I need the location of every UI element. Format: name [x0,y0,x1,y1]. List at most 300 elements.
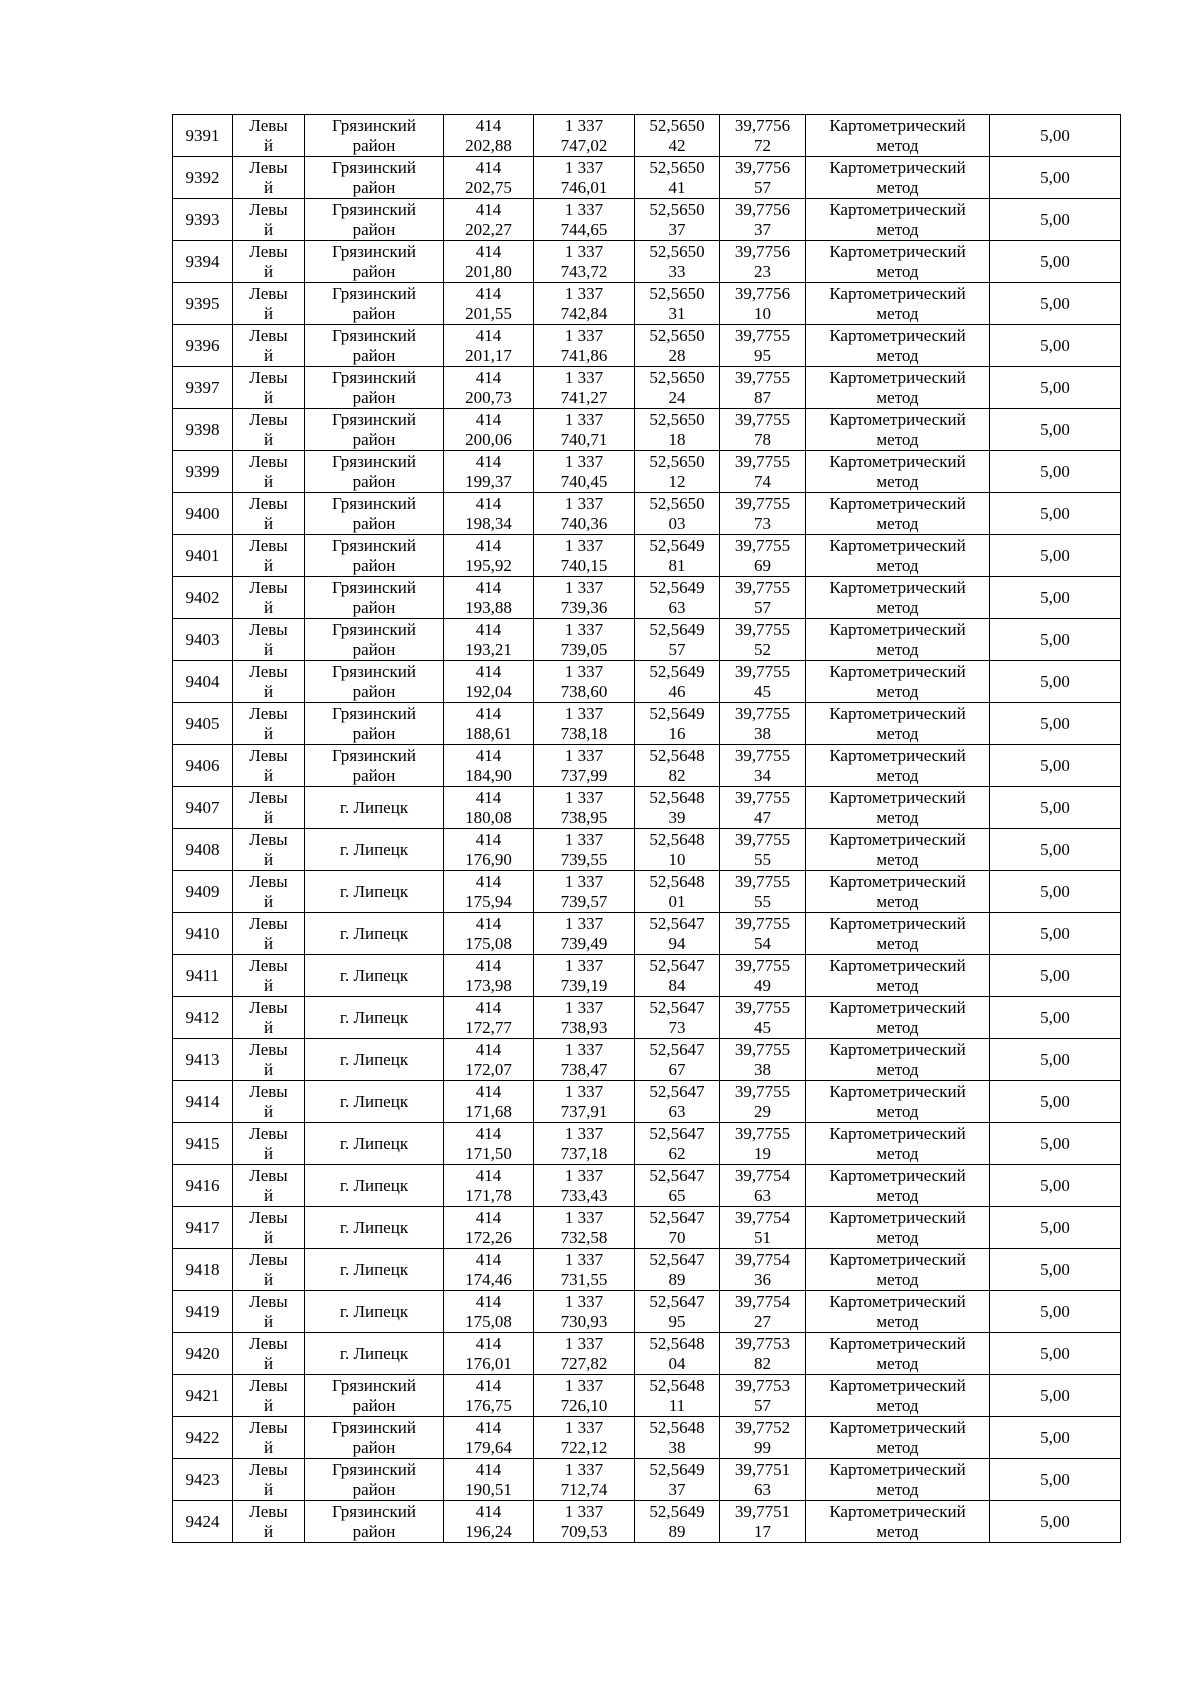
point-number-cell-text: 9400 [185,503,220,523]
table-row [173,157,1121,199]
bank-side-cell-text: Левы й [249,199,288,239]
bank-side-cell [233,1207,305,1249]
y-coordinate-cell-text: 1 337 738,93 [560,997,608,1037]
latitude-cell [635,1165,720,1207]
longitude-cell-text: 39,7754 63 [734,1165,791,1205]
longitude-cell [720,1249,806,1291]
method-cell [806,1039,990,1081]
accuracy-cell-text: 5,00 [1040,209,1070,229]
y-coordinate-cell-text: 1 337 732,58 [560,1207,608,1247]
table-row [173,241,1121,283]
municipality-cell [305,745,444,787]
municipality-cell [305,409,444,451]
accuracy-cell [990,1333,1121,1375]
bank-side-cell-text: Левы й [249,409,288,449]
latitude-cell-text: 52,5647 95 [649,1291,705,1331]
municipality-cell-text: Грязинский район [332,577,416,617]
longitude-cell-text: 39,7756 72 [734,115,791,155]
longitude-cell-text: 39,7755 49 [734,955,791,995]
x-coordinate-cell-text: 414 200,73 [465,367,512,407]
table-row [173,703,1121,745]
bank-side-cell-text: Левы й [249,325,288,365]
y-coordinate-cell [534,409,635,451]
point-number-cell [173,787,233,829]
y-coordinate-cell-text: 1 337 739,05 [560,619,608,659]
method-cell-text: Картометрический метод [829,787,966,827]
y-coordinate-cell [534,1333,635,1375]
municipality-cell-text: г. Липецк [339,881,409,901]
point-number-cell [173,1249,233,1291]
y-coordinate-cell [534,955,635,997]
municipality-cell-text: Грязинский район [332,1501,416,1541]
method-cell-text: Картометрический метод [829,1333,966,1373]
method-cell [806,1417,990,1459]
municipality-cell-text: г. Липецк [339,839,409,859]
point-number-cell [173,829,233,871]
longitude-cell-text: 39,7755 55 [734,871,791,911]
bank-side-cell-text: Левы й [249,619,288,659]
latitude-cell-text: 52,5648 10 [649,829,705,869]
municipality-cell-text: Грязинский район [332,283,416,323]
accuracy-cell [990,199,1121,241]
x-coordinate-cell [444,1249,534,1291]
bank-side-cell [233,703,305,745]
y-coordinate-cell-text: 1 337 746,01 [560,157,608,197]
accuracy-cell-text: 5,00 [1040,377,1070,397]
table-row [173,787,1121,829]
method-cell [806,241,990,283]
point-number-cell-text: 9422 [185,1427,220,1447]
latitude-cell [635,745,720,787]
longitude-cell-text: 39,7752 99 [734,1417,791,1457]
point-number-cell-text: 9416 [185,1175,220,1195]
y-coordinate-cell-text: 1 337 738,47 [560,1039,608,1079]
accuracy-cell-text: 5,00 [1040,965,1070,985]
municipality-cell-text: Грязинский район [332,745,416,785]
latitude-cell [635,535,720,577]
municipality-cell-text: г. Липецк [339,965,409,985]
accuracy-cell-text: 5,00 [1040,1427,1070,1447]
method-cell [806,409,990,451]
method-cell-text: Картометрический метод [829,241,966,281]
y-coordinate-cell-text: 1 337 742,84 [560,283,608,323]
x-coordinate-cell [444,1501,534,1543]
accuracy-cell-text: 5,00 [1040,1175,1070,1195]
y-coordinate-cell-text: 1 337 743,72 [560,241,608,281]
accuracy-cell-text: 5,00 [1040,587,1070,607]
latitude-cell [635,1501,720,1543]
accuracy-cell-text: 5,00 [1040,713,1070,733]
accuracy-cell-text: 5,00 [1040,419,1070,439]
municipality-cell [305,283,444,325]
municipality-cell-text: г. Липецк [339,1049,409,1069]
x-coordinate-cell-text: 414 175,08 [465,1291,512,1331]
method-cell [806,325,990,367]
x-coordinate-cell [444,1333,534,1375]
method-cell-text: Картометрический метод [829,1375,966,1415]
latitude-cell [635,1375,720,1417]
x-coordinate-cell-text: 414 176,90 [465,829,512,869]
longitude-cell [720,1081,806,1123]
bank-side-cell [233,661,305,703]
x-coordinate-cell [444,829,534,871]
municipality-cell-text: Грязинский район [332,451,416,491]
point-number-cell [173,577,233,619]
accuracy-cell [990,1501,1121,1543]
accuracy-cell-text: 5,00 [1040,797,1070,817]
longitude-cell [720,955,806,997]
bank-side-cell [233,1501,305,1543]
latitude-cell [635,1333,720,1375]
latitude-cell [635,493,720,535]
accuracy-cell [990,577,1121,619]
x-coordinate-cell [444,199,534,241]
latitude-cell-text: 52,5648 11 [649,1375,705,1415]
y-coordinate-cell [534,1249,635,1291]
y-coordinate-cell [534,787,635,829]
x-coordinate-cell-text: 414 171,68 [465,1081,512,1121]
y-coordinate-cell [534,1039,635,1081]
bank-side-cell-text: Левы й [249,493,288,533]
y-coordinate-cell [534,283,635,325]
bank-side-cell-text: Левы й [249,1417,288,1457]
accuracy-cell-text: 5,00 [1040,1091,1070,1111]
bank-side-cell-text: Левы й [249,1459,288,1499]
x-coordinate-cell [444,955,534,997]
x-coordinate-cell-text: 414 180,08 [465,787,512,827]
latitude-cell [635,1207,720,1249]
municipality-cell-text: Грязинский район [332,1417,416,1457]
x-coordinate-cell-text: 414 171,50 [465,1123,512,1163]
y-coordinate-cell [534,367,635,409]
y-coordinate-cell [534,241,635,283]
bank-side-cell [233,409,305,451]
accuracy-cell-text: 5,00 [1040,839,1070,859]
municipality-cell-text: Грязинский район [332,493,416,533]
point-number-cell [173,1375,233,1417]
method-cell [806,535,990,577]
y-coordinate-cell [534,1123,635,1165]
method-cell [806,1081,990,1123]
y-coordinate-cell-text: 1 337 739,55 [560,829,608,869]
x-coordinate-cell [444,1459,534,1501]
latitude-cell-text: 52,5650 33 [649,241,705,281]
municipality-cell-text: Грязинский район [332,409,416,449]
point-number-cell-text: 9391 [185,125,220,145]
municipality-cell [305,1375,444,1417]
table-row [173,325,1121,367]
x-coordinate-cell [444,493,534,535]
accuracy-cell-text: 5,00 [1040,923,1070,943]
accuracy-cell [990,913,1121,955]
method-cell [806,1165,990,1207]
method-cell-text: Картометрический метод [829,1291,966,1331]
table-row [173,1417,1121,1459]
accuracy-cell [990,619,1121,661]
bank-side-cell [233,1249,305,1291]
longitude-cell [720,1291,806,1333]
bank-side-cell [233,535,305,577]
x-coordinate-cell-text: 414 190,51 [465,1459,512,1499]
bank-side-cell [233,283,305,325]
method-cell [806,829,990,871]
accuracy-cell-text: 5,00 [1040,671,1070,691]
latitude-cell [635,115,720,157]
latitude-cell [635,1291,720,1333]
accuracy-cell-text: 5,00 [1040,1133,1070,1153]
bank-side-cell-text: Левы й [249,1375,288,1415]
latitude-cell [635,703,720,745]
method-cell-text: Картометрический метод [829,115,966,155]
table-row [173,199,1121,241]
point-number-cell [173,1081,233,1123]
point-number-cell [173,409,233,451]
accuracy-cell-text: 5,00 [1040,1511,1070,1531]
method-cell-text: Картометрический метод [829,1081,966,1121]
longitude-cell [720,283,806,325]
method-cell [806,1501,990,1543]
method-cell-text: Картометрический метод [829,997,966,1037]
x-coordinate-cell [444,115,534,157]
method-cell-text: Картометрический метод [829,1501,966,1541]
accuracy-cell [990,409,1121,451]
accuracy-cell [990,1207,1121,1249]
latitude-cell [635,241,720,283]
longitude-cell [720,787,806,829]
y-coordinate-cell-text: 1 337 740,71 [560,409,608,449]
method-cell [806,115,990,157]
longitude-cell-text: 39,7755 52 [734,619,791,659]
method-cell-text: Картометрический метод [829,409,966,449]
method-cell [806,787,990,829]
table-row [173,829,1121,871]
latitude-cell [635,1249,720,1291]
longitude-cell-text: 39,7755 38 [734,703,791,743]
latitude-cell-text: 52,5649 16 [649,703,705,743]
longitude-cell [720,997,806,1039]
point-number-cell-text: 9396 [185,335,220,355]
x-coordinate-cell-text: 414 201,17 [465,325,512,365]
latitude-cell-text: 52,5648 04 [649,1333,705,1373]
municipality-cell [305,661,444,703]
accuracy-cell-text: 5,00 [1040,1217,1070,1237]
bank-side-cell [233,1081,305,1123]
longitude-cell-text: 39,7755 87 [734,367,791,407]
municipality-cell [305,703,444,745]
x-coordinate-cell-text: 414 193,21 [465,619,512,659]
method-cell [806,955,990,997]
table-row [173,1291,1121,1333]
latitude-cell-text: 52,5650 03 [649,493,705,533]
accuracy-cell [990,325,1121,367]
x-coordinate-cell-text: 414 202,75 [465,157,512,197]
x-coordinate-cell [444,1207,534,1249]
longitude-cell-text: 39,7755 54 [734,913,791,953]
accuracy-cell-text: 5,00 [1040,755,1070,775]
y-coordinate-cell [534,913,635,955]
latitude-cell [635,619,720,661]
point-number-cell [173,1459,233,1501]
point-number-cell-text: 9401 [185,545,220,565]
longitude-cell-text: 39,7756 23 [734,241,791,281]
point-number-cell [173,913,233,955]
latitude-cell-text: 52,5647 84 [649,955,705,995]
x-coordinate-cell [444,745,534,787]
point-number-cell-text: 9420 [185,1343,220,1363]
point-number-cell [173,367,233,409]
municipality-cell-text: Грязинский район [332,241,416,281]
accuracy-cell [990,1081,1121,1123]
x-coordinate-cell-text: 414 184,90 [465,745,512,785]
bank-side-cell [233,913,305,955]
method-cell-text: Картометрический метод [829,955,966,995]
longitude-cell [720,829,806,871]
latitude-cell [635,955,720,997]
point-number-cell [173,493,233,535]
table-row [173,367,1121,409]
latitude-cell [635,409,720,451]
y-coordinate-cell-text: 1 337 739,19 [560,955,608,995]
point-number-cell [173,1039,233,1081]
y-coordinate-cell-text: 1 337 744,65 [560,199,608,239]
accuracy-cell [990,1291,1121,1333]
bank-side-cell-text: Левы й [249,115,288,155]
latitude-cell [635,157,720,199]
method-cell [806,367,990,409]
municipality-cell-text: г. Липецк [339,1133,409,1153]
municipality-cell-text: Грязинский район [332,619,416,659]
bank-side-cell-text: Левы й [249,661,288,701]
municipality-cell [305,997,444,1039]
y-coordinate-cell [534,577,635,619]
y-coordinate-cell [534,703,635,745]
x-coordinate-cell [444,577,534,619]
longitude-cell [720,1501,806,1543]
bank-side-cell [233,1291,305,1333]
accuracy-cell-text: 5,00 [1040,125,1070,145]
y-coordinate-cell [534,997,635,1039]
point-number-cell-text: 9412 [185,1007,220,1027]
method-cell-text: Картометрический метод [829,493,966,533]
x-coordinate-cell-text: 414 196,24 [465,1501,512,1541]
method-cell-text: Картометрический метод [829,325,966,365]
municipality-cell [305,1417,444,1459]
y-coordinate-cell [534,1165,635,1207]
accuracy-cell-text: 5,00 [1040,1469,1070,1489]
bank-side-cell [233,367,305,409]
point-number-cell-text: 9417 [185,1217,220,1237]
table-row [173,535,1121,577]
bank-side-cell-text: Левы й [249,535,288,575]
x-coordinate-cell [444,787,534,829]
table-row [173,1081,1121,1123]
method-cell-text: Картометрический метод [829,367,966,407]
point-number-cell [173,241,233,283]
longitude-cell [720,1333,806,1375]
latitude-cell-text: 52,5649 81 [649,535,705,575]
municipality-cell [305,367,444,409]
y-coordinate-cell-text: 1 337 722,12 [560,1417,608,1457]
latitude-cell-text: 52,5649 63 [649,577,705,617]
y-coordinate-cell-text: 1 337 740,36 [560,493,608,533]
bank-side-cell [233,829,305,871]
accuracy-cell [990,1165,1121,1207]
point-number-cell-text: 9408 [185,839,220,859]
method-cell [806,745,990,787]
method-cell [806,1123,990,1165]
municipality-cell [305,1123,444,1165]
bank-side-cell [233,1165,305,1207]
longitude-cell-text: 39,7755 29 [734,1081,791,1121]
longitude-cell-text: 39,7756 37 [734,199,791,239]
municipality-cell-text: г. Липецк [339,1343,409,1363]
x-coordinate-cell [444,157,534,199]
longitude-cell [720,451,806,493]
bank-side-cell [233,1039,305,1081]
longitude-cell [720,493,806,535]
table-row [173,1375,1121,1417]
accuracy-cell [990,871,1121,913]
municipality-cell [305,955,444,997]
x-coordinate-cell-text: 414 192,04 [465,661,512,701]
point-number-cell [173,703,233,745]
latitude-cell-text: 52,5650 28 [649,325,705,365]
x-coordinate-cell-text: 414 171,78 [465,1165,512,1205]
latitude-cell-text: 52,5647 63 [649,1081,705,1121]
accuracy-cell [990,157,1121,199]
y-coordinate-cell [534,493,635,535]
municipality-cell [305,1501,444,1543]
latitude-cell-text: 52,5647 89 [649,1249,705,1289]
method-cell [806,871,990,913]
bank-side-cell [233,871,305,913]
latitude-cell-text: 52,5649 37 [649,1459,705,1499]
municipality-cell [305,577,444,619]
accuracy-cell [990,787,1121,829]
bank-side-cell-text: Левы й [249,1165,288,1205]
table-row [173,1249,1121,1291]
municipality-cell-text: Грязинский район [332,1375,416,1415]
method-cell-text: Картометрический метод [829,703,966,743]
point-number-cell-text: 9402 [185,587,220,607]
municipality-cell [305,829,444,871]
bank-side-cell [233,493,305,535]
municipality-cell [305,199,444,241]
x-coordinate-cell [444,1375,534,1417]
point-number-cell [173,199,233,241]
y-coordinate-cell-text: 1 337 739,57 [560,871,608,911]
point-number-cell [173,661,233,703]
method-cell-text: Картометрический метод [829,1123,966,1163]
longitude-cell-text: 39,7755 78 [734,409,791,449]
latitude-cell [635,1081,720,1123]
accuracy-cell [990,829,1121,871]
method-cell-text: Картометрический метод [829,1207,966,1247]
table-body [173,115,1121,1543]
method-cell-text: Картометрический метод [829,619,966,659]
municipality-cell-text: Грязинский район [332,115,416,155]
x-coordinate-cell [444,913,534,955]
bank-side-cell-text: Левы й [249,955,288,995]
accuracy-cell [990,367,1121,409]
longitude-cell-text: 39,7755 69 [734,535,791,575]
accuracy-cell [990,115,1121,157]
table-row [173,1165,1121,1207]
municipality-cell [305,1459,444,1501]
point-number-cell [173,1123,233,1165]
bank-side-cell-text: Левы й [249,997,288,1037]
municipality-cell [305,535,444,577]
